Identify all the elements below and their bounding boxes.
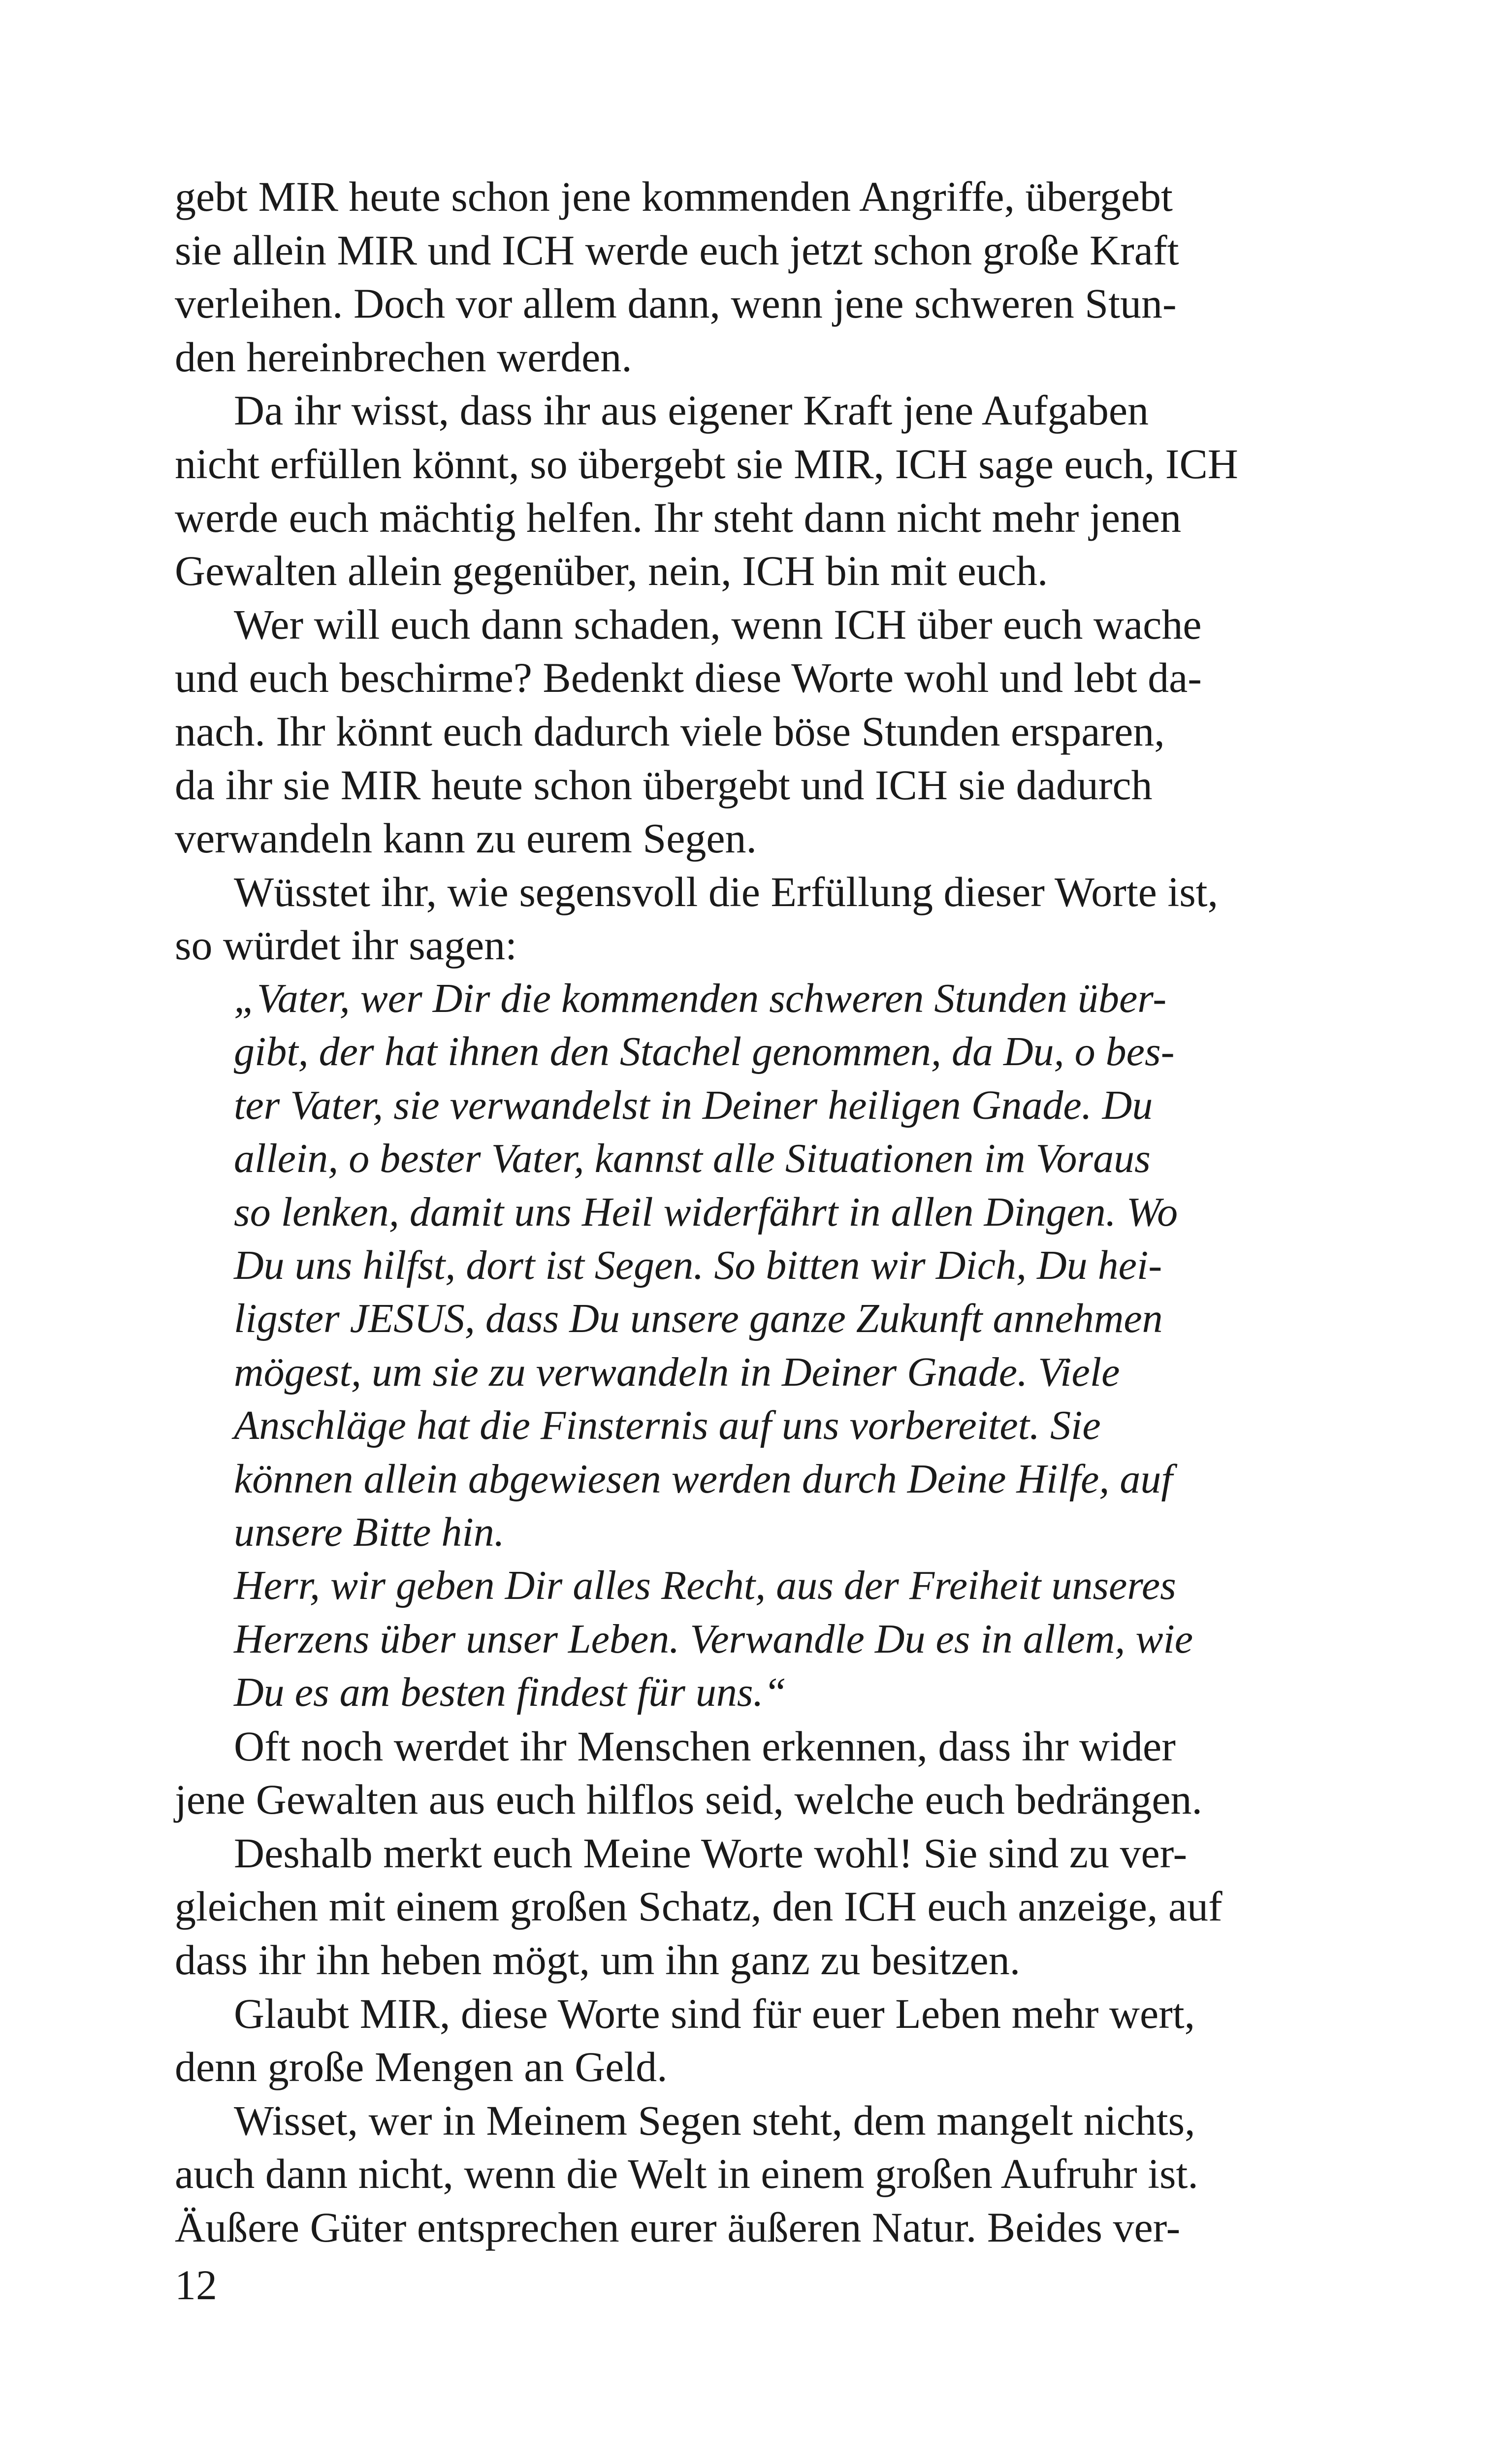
prayer-quote bbox=[175, 972, 1351, 1720]
prayer-paragraph: Herr, wir geben Dir alles Recht, aus der Freiheit unseres Herzens über unser Leben. Verwandle Du es in allem, wie Du es am besten findest für uns.“ bbox=[234, 1563, 1193, 1716]
paragraph: Wer will euch dann schaden, wenn ICH über euch wache und euch beschirme? Bedenkt diese Worte wohl und lebt da- nach. Ihr könnt euch dadurch viele böse Stunden ersparen, da ihr sie MIR heute schon übergebt und ICH sie dadurch verwandeln kann zu eurem Segen. bbox=[175, 600, 1202, 862]
paragraph: Glaubt MIR, diese Worte sind für euer Leben mehr wert, denn große Mengen an Geld. bbox=[175, 1989, 1195, 2091]
prayer-paragraph: „Vater, wer Dir die kommenden schweren Stunden über- gibt, der hat ihnen den Stachel genommen, da Du, o bes- ter Vater, sie verwandelst in Deiner heiligen Gnade. Du allein, o bester Vater, kannst alle Situationen im Voraus so lenken, damit uns Heil widerfährt in allen Dingen. Wo Du uns hilfst, dort ist Segen. So bitten wir Dich, Du hei- ligster JESUS, dass Du unsere ganze Zukunft annehmen mögest, um sie zu verwandeln in Deiner Gnade. Viele Anschläge hat die Finsternis auf uns vorbereitet. Sie können allein abgewiesen werden durch Deine Hilfe, auf unsere Bitte hin. bbox=[234, 975, 1178, 1555]
page-body bbox=[175, 170, 1351, 2254]
paragraph-continuation: gebt MIR heute schon jene kommenden Angriffe, übergebt sie allein MIR und ICH werde euch jetzt schon große Kraft verleihen. Doch vor allem dann, wenn jene schweren Stun- den hereinbrechen werden. bbox=[175, 173, 1179, 381]
paragraph: Wisset, wer in Meinem Segen steht, dem mangelt nichts, auch dann nicht, wenn die Welt in einem großen Aufruhr ist. Äußere Güter entsprechen eurer äußeren Natur. Beides ver- bbox=[175, 2096, 1198, 2251]
paragraph: Deshalb merkt euch Meine Worte wohl! Sie sind zu ver- gleichen mit einem großen Schatz, den ICH euch anzeige, auf dass ihr ihn heben mögt, um ihn ganz zu besitzen. bbox=[175, 1829, 1222, 1984]
paragraph: Da ihr wisst, dass ihr aus eigener Kraft jene Aufgaben nicht erfüllen könnt, so übergebt sie MIR, ICH sage euch, ICH werde euch mächtig helfen. Ihr steht dann nicht mehr jenen Gewalten allein gegenüber, nein, ICH bin mit euch. bbox=[175, 387, 1238, 595]
page-number: 12 bbox=[175, 2261, 217, 2309]
paragraph: Wüsstet ihr, wie segensvoll die Erfüllung dieser Worte ist, so würdet ihr sagen: bbox=[175, 868, 1219, 969]
paragraph: Oft noch werdet ihr Menschen erkennen, dass ihr wider jene Gewalten aus euch hilflos seid, welche euch bedrängen. bbox=[175, 1722, 1203, 1824]
